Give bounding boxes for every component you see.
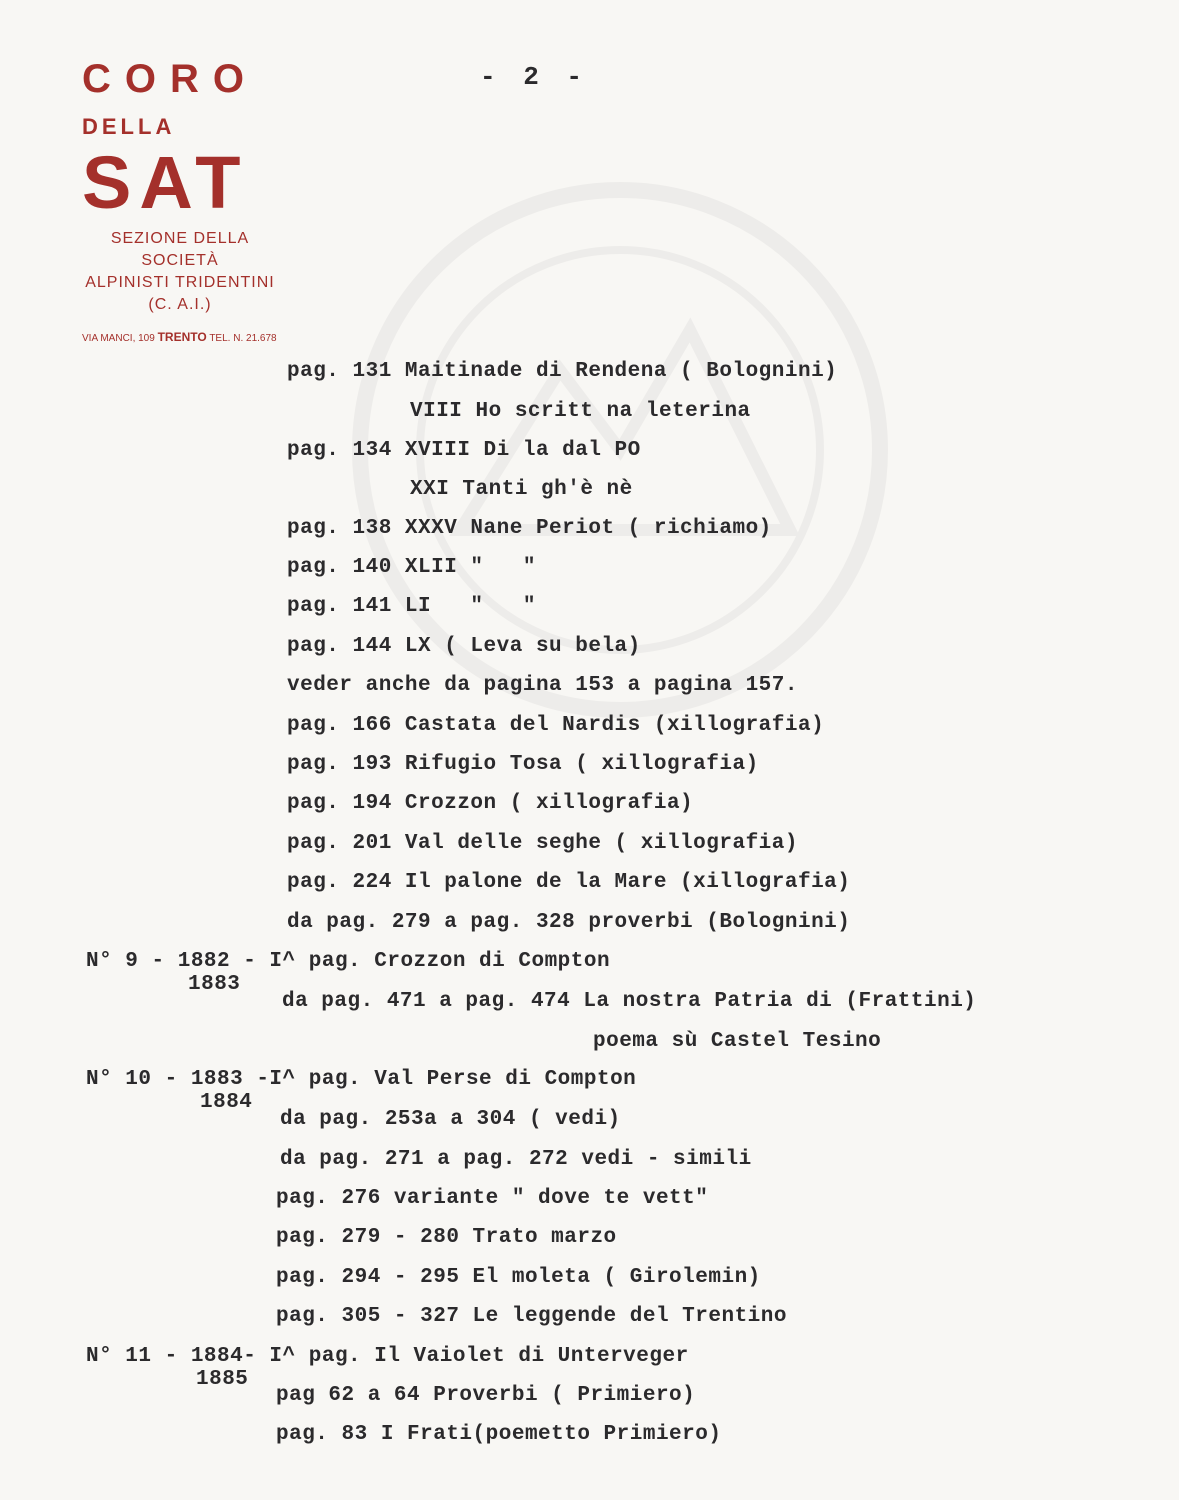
text-line: 1885 (196, 1368, 249, 1391)
text-line: XXI Tanti gh'è nè (410, 478, 633, 501)
letterhead-subtitle (82, 228, 278, 316)
address-street: VIA MANCI, 109 (82, 333, 155, 344)
text-line: da pag. 279 a pag. 328 proverbi (Bolognini) (287, 911, 851, 934)
text-line: pag 62 a 64 Proverbi ( Primiero) (276, 1384, 696, 1407)
text-line: pag. 224 Il palone de la Mare (xillografia) (287, 871, 851, 894)
page-number: - 2 - (480, 62, 589, 92)
text-line: pag. 276 variante " dove te vett" (276, 1187, 709, 1210)
text-line: N° 11 - 1884- I^ pag. Il Vaiolet di Unterveger (86, 1345, 689, 1368)
text-line: pag. 194 Crozzon ( xillografia) (287, 792, 694, 815)
text-line: pag. 201 Val delle seghe ( xillografia) (287, 832, 798, 855)
text-line: pag. 134 XVIII Di la dal PO (287, 439, 641, 462)
text-line: veder anche da pagina 153 a pagina 157. (287, 674, 798, 697)
text-line: pag. 166 Castata del Nardis (xillografia) (287, 714, 825, 737)
address-city: TRENTO (157, 330, 207, 344)
text-line: pag. 193 Rifugio Tosa ( xillografia) (287, 753, 759, 776)
text-line: pag. 141 LI " " (287, 595, 536, 618)
letterhead-sat: SAT (82, 141, 249, 224)
letterhead-coro: CORO (82, 57, 258, 101)
text-line: pag. 140 XLII " " (287, 556, 536, 579)
text-line: pag. 294 - 295 El moleta ( Girolemin) (276, 1266, 761, 1289)
text-line: pag. 144 LX ( Leva su bela) (287, 635, 641, 658)
text-line: pag. 305 - 327 Le leggende del Trentino (276, 1305, 787, 1328)
text-line: pag. 138 XXXV Nane Periot ( richiamo) (287, 517, 772, 540)
text-line: N° 9 - 1882 - I^ pag. Crozzon di Compton (86, 950, 611, 973)
text-line: 1884 (200, 1091, 253, 1114)
text-line: VIII Ho scritt na leterina (410, 400, 751, 423)
letterhead-address (82, 330, 282, 344)
letterhead (82, 58, 282, 344)
text-line: pag. 279 - 280 Trato marzo (276, 1226, 617, 1249)
text-line: pag. 131 Maitinade di Rendena ( Bolognini) (287, 360, 838, 383)
text-line: N° 10 - 1883 -I^ pag. Val Perse di Compton (86, 1068, 637, 1091)
text-line: da pag. 471 a pag. 474 La nostra Patria di (Frattini) (282, 990, 977, 1013)
address-phone: TEL. N. 21.678 (209, 333, 277, 344)
letterhead-sub-2: ALPINISTI TRIDENTINI (85, 274, 275, 291)
letterhead-sub-1: SEZIONE DELLA SOCIETÀ (110, 230, 250, 269)
text-line: 1883 (188, 973, 241, 996)
text-line: da pag. 271 a pag. 272 vedi - simili (280, 1148, 752, 1171)
letterhead-della: DELLA (82, 114, 176, 139)
text-line: poema sù Castel Tesino (593, 1030, 882, 1053)
text-line: pag. 83 I Frati(poemetto Primiero) (276, 1423, 722, 1446)
letterhead-sub-3: (C. A.I.) (148, 296, 212, 313)
text-line: da pag. 253a a 304 ( vedi) (280, 1108, 621, 1131)
